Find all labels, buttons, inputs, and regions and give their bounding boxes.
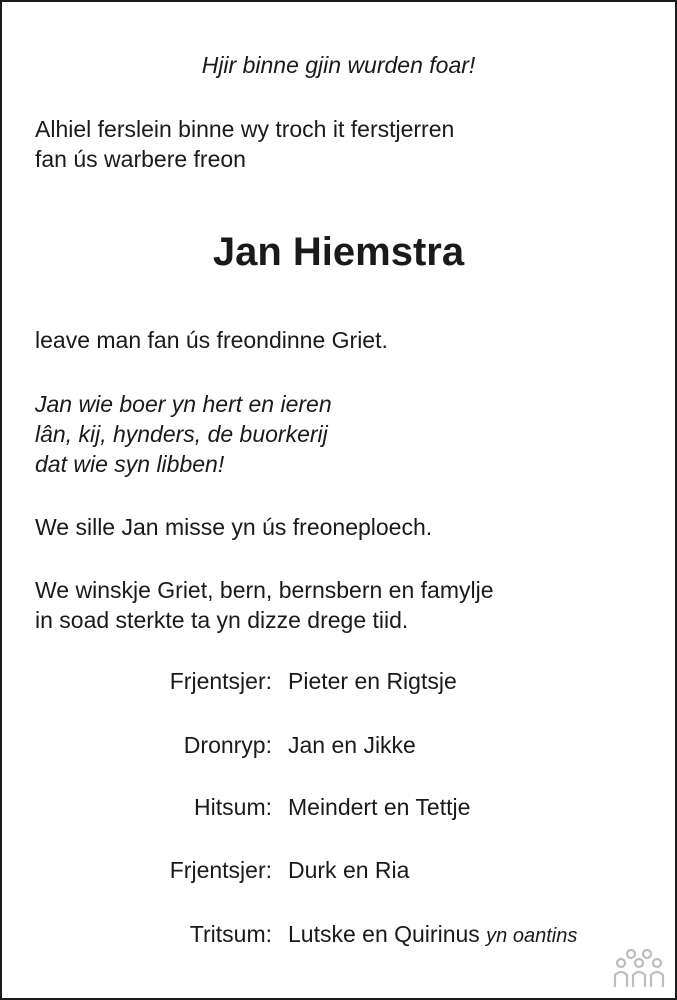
signature-names xyxy=(288,919,577,951)
intro-line: fan ús warbere freon xyxy=(35,146,246,172)
signature-place: Hitsum: xyxy=(194,794,272,820)
signature-names-text: Lutske en Quirinus xyxy=(288,921,480,947)
missing-text: We sille Jan misse yn ús freoneploech. xyxy=(35,514,433,540)
signature-place: Frjentsjer: xyxy=(169,668,272,694)
signature-names: Pieter en Rigtsje xyxy=(288,668,457,694)
signature-place: Tritsum: xyxy=(189,921,272,947)
signature-names: Meindert en Tettje xyxy=(288,794,471,820)
deceased-name: Jan Hiemstra xyxy=(212,230,465,274)
people-group-icon xyxy=(613,948,665,988)
poem-line: Jan wie boer yn hert en ieren xyxy=(35,391,332,417)
signature-place: Frjentsjer: xyxy=(169,857,272,883)
wishes-text xyxy=(35,575,494,635)
intro-text xyxy=(35,114,454,174)
signature-suffix: yn oantins xyxy=(486,925,578,947)
relation-text: leave man fan ús freondinne Griet. xyxy=(35,327,388,353)
intro-line: Alhiel ferslein binne wy troch it ferstjerren xyxy=(35,116,455,142)
wishes-line: We winskje Griet, bern, bernsbern en famylje xyxy=(35,577,494,603)
signature-place: Dronryp: xyxy=(183,732,272,758)
poem-line: lân, kij, hynders, de buorkerij xyxy=(35,421,328,447)
wishes-line: in soad sterkte ta yn dizze drege tiid. xyxy=(35,607,409,633)
motto: Hjir binne gjin wurden foar! xyxy=(201,52,476,78)
signature-names: Jan en Jikke xyxy=(288,732,416,758)
poem-line: dat wie syn libben! xyxy=(35,451,225,477)
poem xyxy=(35,389,332,479)
signature-names: Durk en Ria xyxy=(288,857,410,883)
